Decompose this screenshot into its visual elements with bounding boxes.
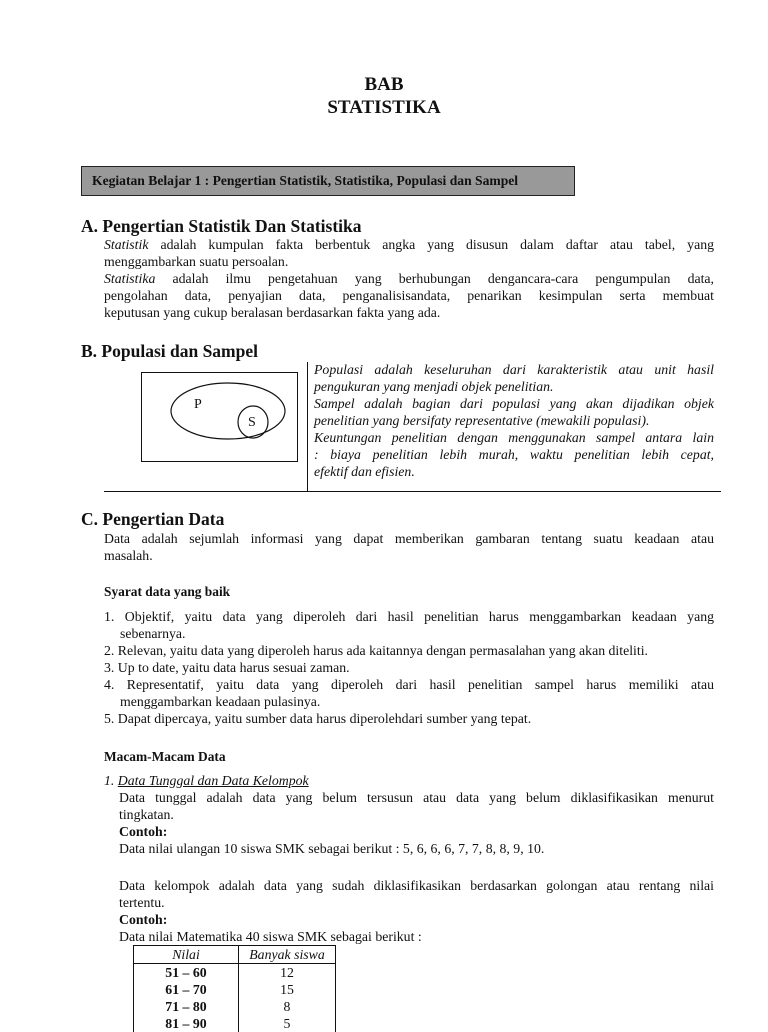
- data-kelompok-block: Data kelompok adalah data yang sudah diklasifikasikan berdasarkan golongan atau rentang nilai tertentu. Contoh: Data nilai Matematika 40 siswa SMK sebagai berikut :: [119, 878, 714, 944]
- example-grouped-intro: Data nilai Matematika 40 siswa SMK sebagai berikut :: [119, 929, 422, 944]
- population-sample-ellipses: [142, 373, 297, 461]
- table-row: 51 – 60 12: [134, 964, 336, 982]
- learning-activity-banner: Kegiatan Belajar 1 : Pengertian Statistik, Statistika, Populasi dan Sampel: [81, 166, 575, 196]
- statistika-term: Statistika: [104, 271, 156, 286]
- list-item: 5. Dapat dipercaya, yaitu sumber data harus diperolehdari sumber yang tepat.: [104, 711, 532, 726]
- data-tunggal-kelompok-title: Data Tunggal dan Data Kelompok: [117, 773, 309, 788]
- population-label: P: [194, 397, 202, 412]
- subsection-1-title: 1. Data Tunggal dan Data Kelompok: [104, 773, 309, 788]
- statistik-term: Statistik: [104, 237, 149, 252]
- list-item: 2. Relevan, yaitu data yang diperoleh harus ada kaitannya dengan permasalahan yang akan diteliti.: [104, 643, 649, 658]
- table-row: 81 – 90 5: [134, 1015, 336, 1032]
- data-tunggal-block: Data tunggal adalah data yang belum tersusun atau data yang belum diklasifikasikan menurut tingkatan. Contoh: Data nilai ulangan 10 siswa SMK sebagai berikut : 5, 6, 6, 6, 7, 7, 8, 8, 9, 10.: [119, 790, 714, 856]
- syarat-heading: Syarat data yang baik: [104, 584, 231, 599]
- statistika-definition-line3: keputusan yang cukup beralasan berdasarkan fakta yang ada.: [104, 305, 441, 320]
- example-single-data: Data nilai ulangan 10 siswa SMK sebagai berikut : 5, 6, 6, 6, 7, 7, 8, 8, 9, 10.: [119, 841, 545, 856]
- grouped-data-table: [133, 945, 336, 1032]
- section-divider: [104, 491, 721, 492]
- venn-diagram: [141, 372, 298, 462]
- section-b-heading: B. Populasi dan Sampel: [81, 341, 258, 361]
- list-item: 1. Objektif, yaitu data yang diperoleh dari hasil penelitian harus menggambarkan keadaan yang: [104, 609, 714, 624]
- sample-label: S: [248, 415, 256, 430]
- statistika-definition-line2: pengolahan data, penyajian data, penganalisisandata, penarikan kesimpulan serta membuat: [104, 288, 714, 303]
- section-c-heading: C. Pengertian Data: [81, 509, 225, 529]
- table-header-row: Nilai Banyak siswa: [134, 946, 336, 964]
- chapter-title: STATISTIKA: [327, 97, 441, 118]
- population-sample-text: Populasi adalah keseluruhan dari karakteristik atau unit hasil pengukuran yang menjadi objek penelitian. Sampel adalah bagian dari populasi yang akan dijadikan objek penelitian yang bersifaty representative (mewakili populasi). Keuntungan penelitian dengan menggunakan sampel antara lain : biaya penelitian lebih murah, waktu penelitian lebih cepat, efektif dan efisien.: [314, 362, 714, 479]
- statistik-definition-line2: menggambarkan suatu persoalan.: [104, 254, 289, 269]
- table-row: 71 – 80 8: [134, 998, 336, 1015]
- data-definition: Data adalah sejumlah informasi yang dapat memberikan gambaran tentang suatu keadaan atau masalah.: [104, 531, 714, 563]
- list-item: 4. Representatif, yaitu data yang diperoleh dari hasil penelitian sampel harus memiliki atau: [104, 677, 714, 692]
- statistika-definition-line1: Statistika adalah ilmu pengetahuan yang berhubungan dengancara-cara pengumpulan data,: [104, 271, 714, 286]
- section-a-heading: A. Pengertian Statistik Dan Statistika: [81, 216, 362, 236]
- statistik-definition-line1: Statistik adalah kumpulan fakta berbentuk angka yang disusun dalam daftar atau tabel, yang: [104, 237, 714, 252]
- column-divider: [307, 362, 308, 492]
- section-a-body: [104, 236, 714, 321]
- table-row: 61 – 70 15: [134, 981, 336, 998]
- syarat-list: 1. Objektif, yaitu data yang diperoleh dari hasil penelitian harus menggambarkan keadaan yang sebenarnya. 2. Relevan, yaitu data yang diperoleh harus ada kaitannya dengan permasalahan yang akan diteliti. 3. Up to date, yaitu data harus sesuai zaman. 4. Representatif, yaitu data yang diperoleh dari hasil penelitian sampel harus memiliki atau menggambarkan keadaan pulasinya. 5. Dapat dipercaya, yaitu sumber data harus diperolehdari sumber yang tepat.: [104, 609, 714, 726]
- list-item: 3. Up to date, yaitu data harus sesuai zaman.: [104, 660, 350, 675]
- chapter-label: BAB: [364, 74, 404, 95]
- macam-heading: Macam-Macam Data: [104, 749, 226, 764]
- contoh-label: Contoh:: [119, 824, 168, 839]
- contoh-label: Contoh:: [119, 912, 168, 927]
